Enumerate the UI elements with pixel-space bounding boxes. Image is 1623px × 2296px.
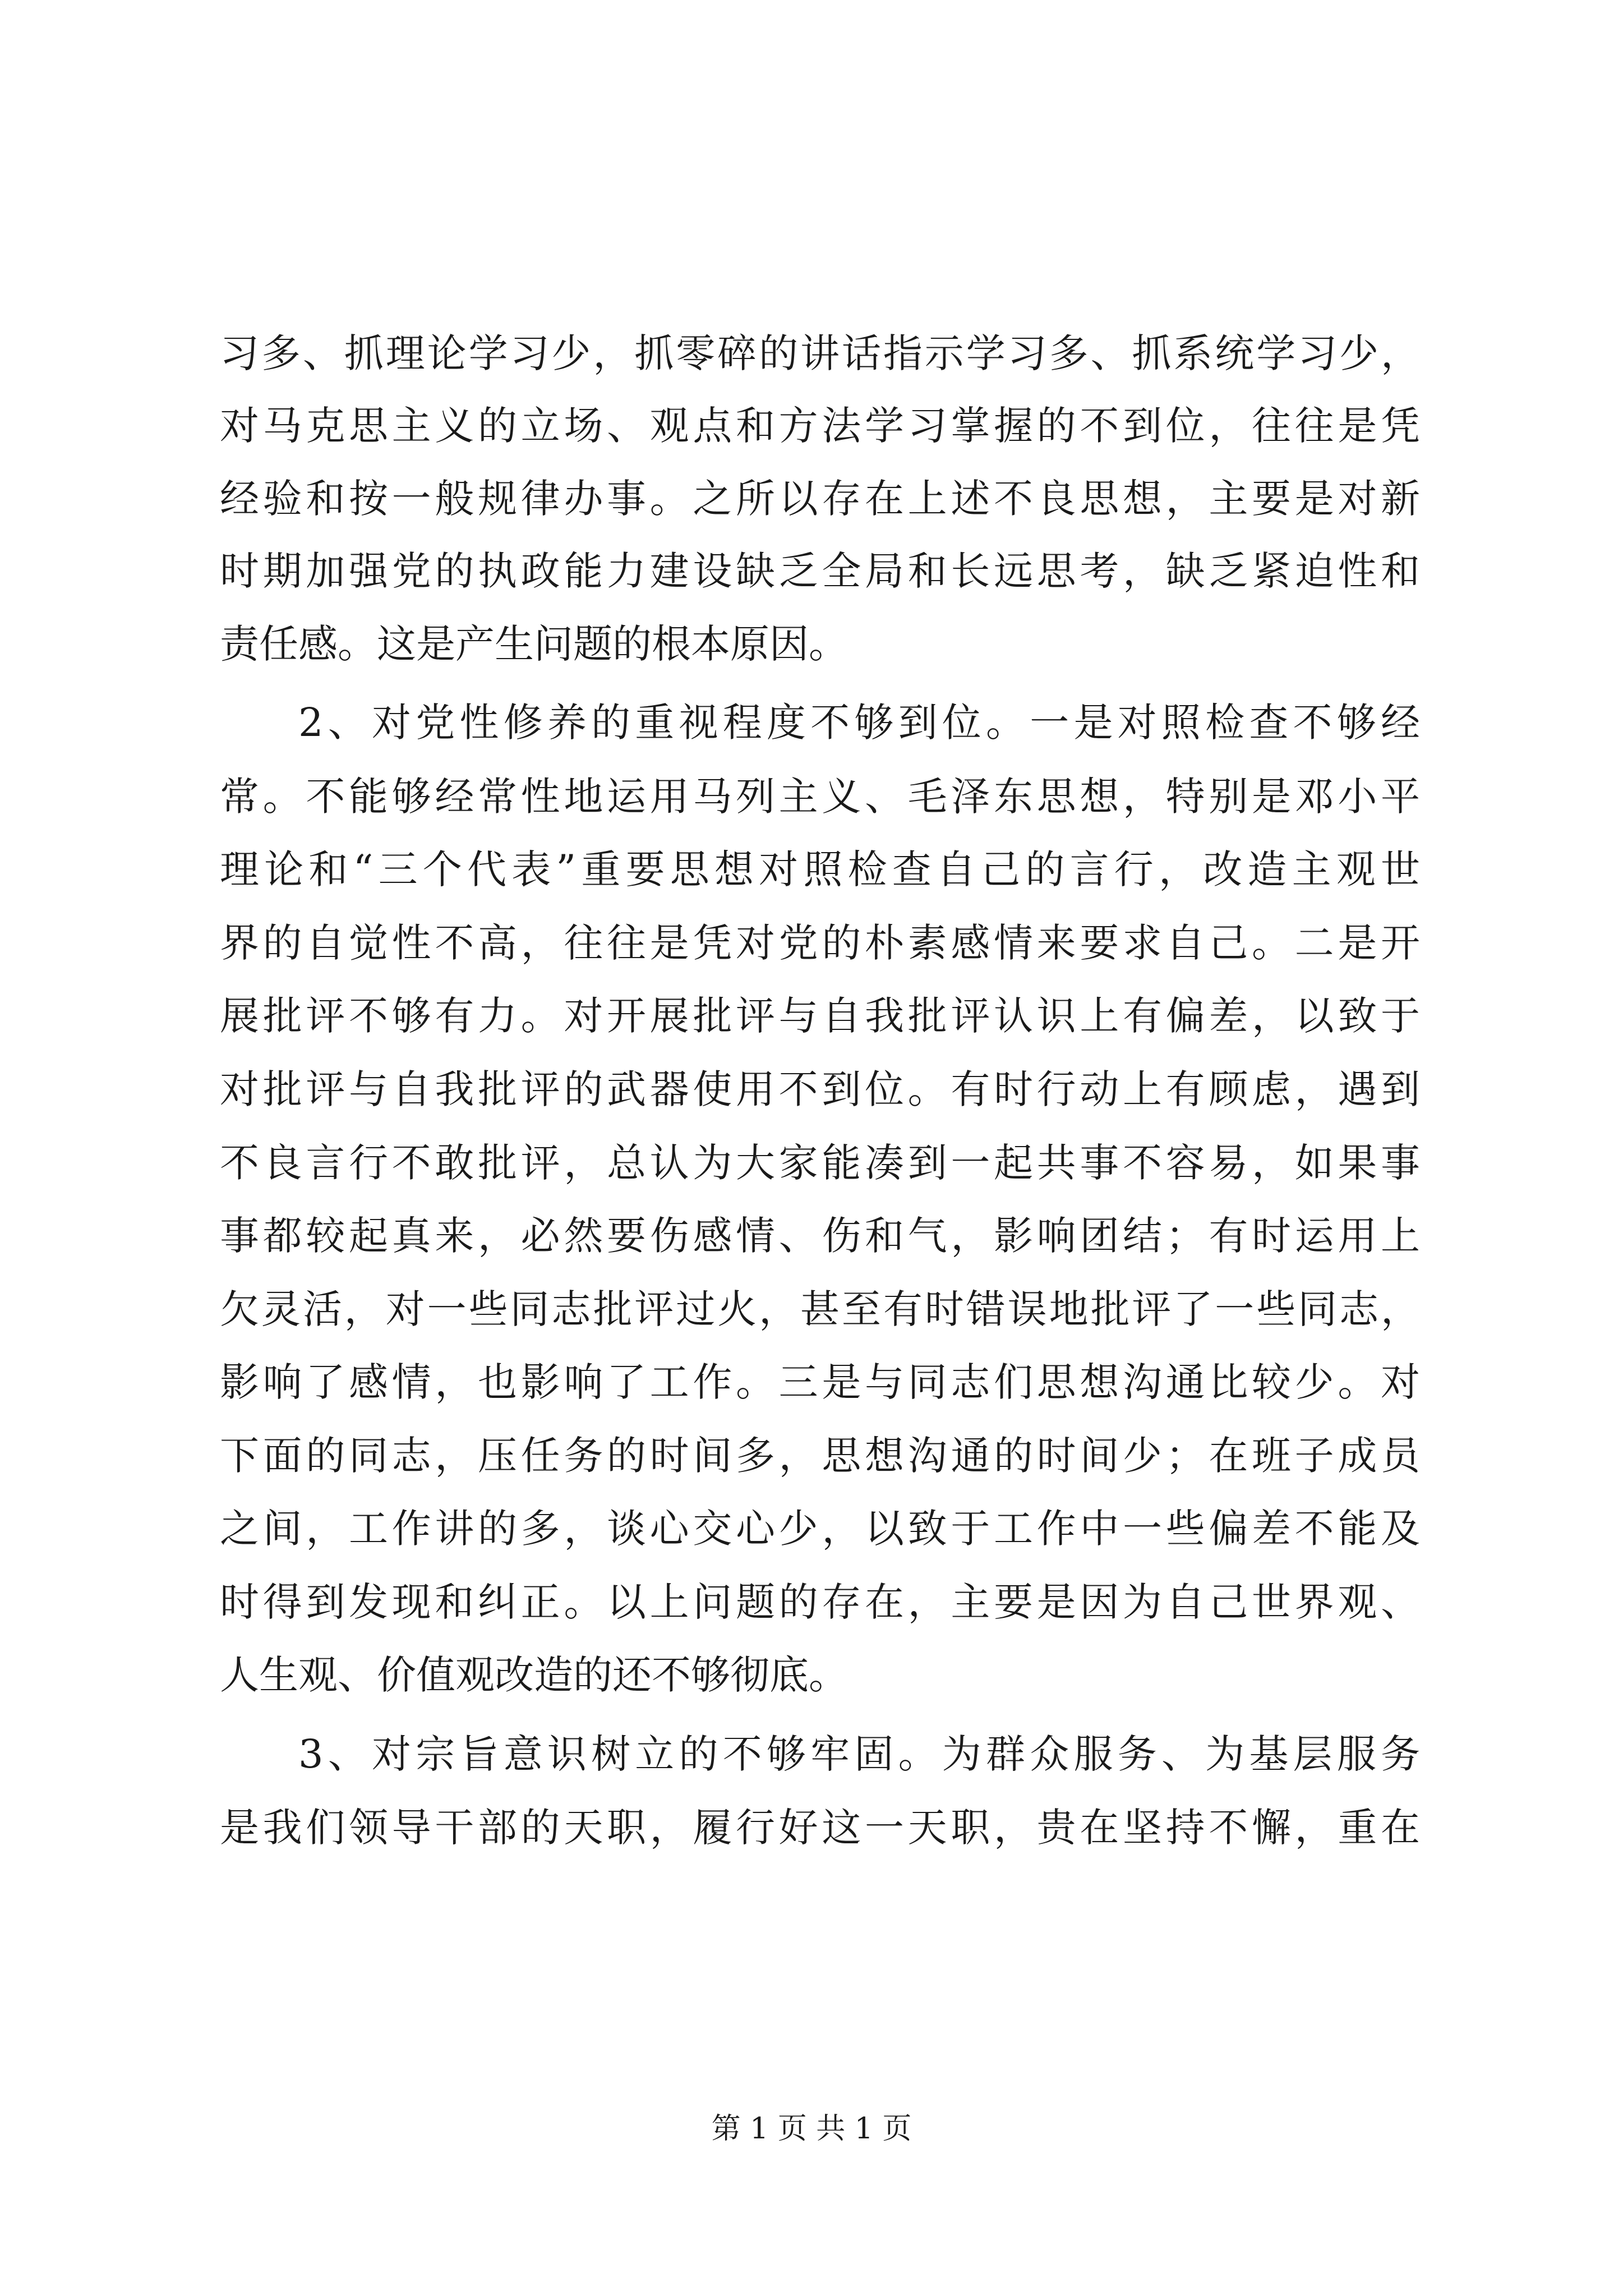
- body-line: 影响了感情，也影响了工作。三是与同志们思想沟通比较少。对: [220, 1359, 1420, 1405]
- body-line: 对马克思主义的立场、观点和方法学习掌握的不到位，往往是凭: [220, 403, 1420, 449]
- body-line: 时得到发现和纠正。以上问题的存在，主要是因为自己世界观、: [220, 1579, 1420, 1625]
- body-line: 事都较起真来，必然要伤感情、伤和气，影响团结；有时运用上: [220, 1213, 1420, 1259]
- body-line: 常。不能够经常性地运用马列主义、毛泽东思想，特别是邓小平: [220, 774, 1420, 820]
- page-footer: 第 1 页 共 1 页: [711, 2112, 912, 2146]
- body-line: 欠灵活，对一些同志批评过火，甚至有时错误地批评了一些同志，: [220, 1286, 1420, 1332]
- paragraph-start-line: 2、对党性修养的重视程度不够到位。一是对照检查不够经: [298, 700, 1420, 746]
- body-line: 对批评与自我批评的武器使用不到位。有时行动上有顾虑，遇到: [220, 1066, 1420, 1112]
- body-line: 责任感。这是产生问题的根本原因。: [220, 621, 848, 667]
- body-line: 不良言行不敢批评，总认为大家能凑到一起共事不容易，如果事: [220, 1140, 1420, 1186]
- body-line: 下面的同志，压任务的时间多，思想沟通的时间少；在班子成员: [220, 1433, 1420, 1479]
- body-line: 展批评不够有力。对开展批评与自我批评认识上有偏差，以致于: [220, 993, 1420, 1039]
- body-line: 之间，工作讲的多，谈心交心少，以致于工作中一些偏差不能及: [220, 1506, 1420, 1552]
- paragraph-start-line: 3、对宗旨意识树立的不够牢固。为群众服务、为基层服务: [298, 1731, 1420, 1777]
- body-line: 是我们领导干部的天职，履行好这一天职，贵在坚持不懈，重在: [220, 1805, 1420, 1851]
- body-line: 人生观、价值观改造的还不够彻底。: [220, 1652, 848, 1698]
- body-line: 界的自觉性不高，往往是凭对党的朴素感情来要求自己。二是开: [220, 920, 1420, 966]
- body-line: 经验和按一般规律办事。之所以存在上述不良思想，主要是对新: [220, 476, 1420, 522]
- body-line: 理论和“三个代表”重要思想对照检查自己的言行，改造主观世: [220, 846, 1420, 892]
- body-line: 习多、抓理论学习少，抓零碎的讲话指示学习多、抓系统学习少，: [220, 330, 1420, 376]
- body-line: 时期加强党的执政能力建设缺乏全局和长远思考，缺乏紧迫性和: [220, 548, 1420, 594]
